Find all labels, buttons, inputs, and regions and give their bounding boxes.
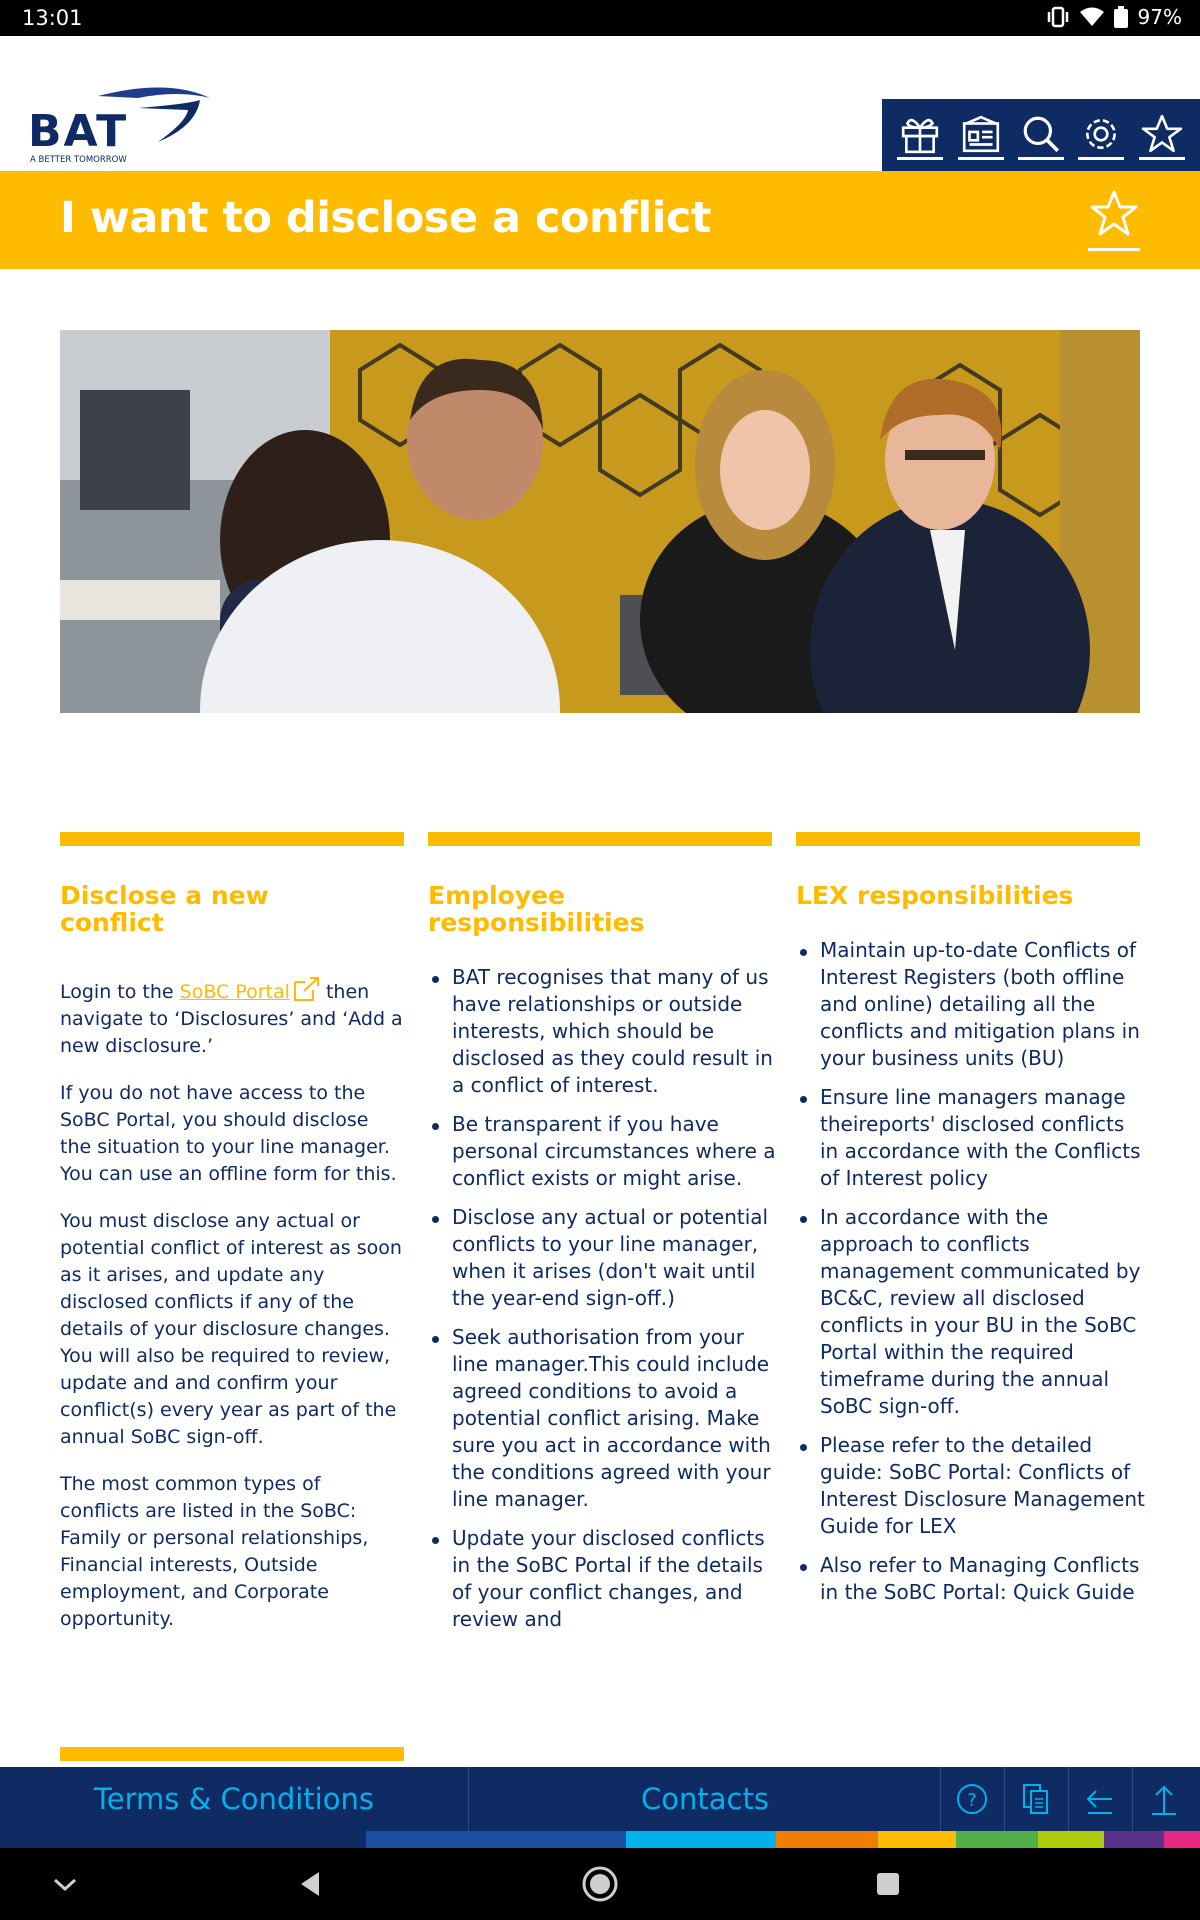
svg-text:?: ? xyxy=(967,1790,977,1811)
status-indicators xyxy=(1046,5,1182,29)
login-prefix: Login to the xyxy=(60,981,180,1003)
list-item: BAT recognises that many of us have relationships or outside interests, which should be disclosed as they could result in a conflict of interest. xyxy=(428,964,778,1099)
status-time: 13:01 xyxy=(22,6,83,30)
contacts-link[interactable]: Contacts xyxy=(641,1782,769,1816)
battery-level: 97% xyxy=(1137,5,1182,29)
app-header xyxy=(0,36,1200,171)
stripe-segment xyxy=(1104,1831,1164,1848)
disclose-paragraph-2: If you do not have access to the SoBC Portal, you should disclose the situation to your line manager. You can use an offline form for this. xyxy=(60,1082,397,1185)
column-divider xyxy=(428,832,772,846)
login-suffix: then navigate to ‘Disclosures’ and ‘Add a new disclosure.’ xyxy=(60,981,403,1057)
app-footer xyxy=(0,1767,1200,1831)
stripe-segment xyxy=(776,1831,878,1848)
footer-divider xyxy=(468,1767,469,1831)
list-item: Maintain up-to-date Conflicts of Interest Registers (both offline and online) detailing all the conflicts and mitigation plans in your business units (BU) xyxy=(796,937,1146,1072)
employee-heading: Employee responsibilities xyxy=(428,881,645,937)
list-item: Be transparent if you have personal circumstances where a conflict exists or might arise. xyxy=(428,1111,778,1192)
documents-icon[interactable] xyxy=(1004,1767,1068,1831)
nav-back-icon[interactable] xyxy=(280,1858,340,1910)
star-icon[interactable] xyxy=(1139,110,1185,160)
system-nav-bar xyxy=(0,1848,1200,1920)
stripe-segment xyxy=(878,1831,956,1848)
favorite-button[interactable] xyxy=(1088,189,1140,251)
gift-icon[interactable] xyxy=(897,110,943,160)
nav-home-icon[interactable] xyxy=(570,1858,630,1910)
logo-tagline: A BETTER TOMORROW xyxy=(30,155,127,165)
wifi-icon xyxy=(1080,7,1104,27)
disclose-heading: Disclose a new conflict xyxy=(60,881,269,937)
stripe-segment xyxy=(0,1831,366,1848)
list-item: In accordance with the approach to conflicts management communicated by BC&C, review all disclosed conflicts in your BU in the SoBC Portal within the required timeframe during the annual SoBC sign-off. xyxy=(796,1204,1146,1420)
sobc-portal-link[interactable]: SoBC Portal xyxy=(179,981,290,1003)
list-item: Seek authorisation from your line manager.This could include agreed conditions to avoid a potential conflict arising. Make sure you act in accordance with the conditions agreed with your line manager. xyxy=(428,1324,778,1513)
stripe-segment xyxy=(366,1831,626,1848)
column-divider xyxy=(60,832,404,846)
lex-list xyxy=(796,937,1146,1747)
stripe-segment xyxy=(1038,1831,1104,1848)
terms-link[interactable]: Terms & Conditions xyxy=(94,1782,374,1816)
bat-logo[interactable] xyxy=(28,86,218,166)
column-employee xyxy=(428,832,778,1746)
help-icon[interactable] xyxy=(940,1767,1004,1831)
list-item: Update your disclosed conflicts in the SoBC Portal if the details of your conflict changes, and review and xyxy=(428,1525,778,1633)
column-divider xyxy=(60,1747,404,1761)
title-banner xyxy=(0,171,1200,269)
search-icon[interactable] xyxy=(1018,110,1064,160)
stripe-segment xyxy=(956,1831,1038,1848)
top-toolbar xyxy=(882,99,1200,171)
stripe-segment xyxy=(626,1831,776,1848)
brand-color-stripe xyxy=(0,1831,1200,1848)
employee-list xyxy=(428,964,778,1746)
disclose-body xyxy=(60,976,404,1633)
list-item: Please refer to the detailed guide: SoBC Portal: Conflicts of Interest Disclosure Management Guide for LEX xyxy=(796,1432,1146,1540)
lex-heading: LEX responsibilities xyxy=(796,881,1074,910)
settings-icon[interactable] xyxy=(1078,110,1124,160)
column-divider xyxy=(796,832,1140,846)
hero-image xyxy=(60,330,1140,713)
vibrate-icon xyxy=(1046,6,1070,28)
back-icon[interactable] xyxy=(1068,1767,1132,1831)
list-item: Also refer to Managing Conflicts in the SoBC Portal: Quick Guide xyxy=(796,1552,1146,1606)
battery-icon xyxy=(1114,6,1128,28)
scroll-top-icon[interactable] xyxy=(1132,1767,1196,1831)
column-lex xyxy=(796,832,1146,1747)
nav-collapse-icon[interactable] xyxy=(35,1858,95,1910)
logo-wordmark: BAT xyxy=(28,106,129,157)
stripe-segment xyxy=(1164,1831,1200,1848)
status-bar xyxy=(0,0,1200,36)
star-outline-icon xyxy=(1089,189,1139,239)
column-disclose xyxy=(60,832,404,1633)
list-item: Ensure line managers manage theireports' disclosed conflicts in accordance with the Conflicts of Interest policy xyxy=(796,1084,1146,1192)
list-item: Disclose any actual or potential conflicts to your line manager, when it arises (don't wait until the year-end sign-off.) xyxy=(428,1204,778,1312)
login-paragraph xyxy=(60,976,404,1060)
nav-recents-icon[interactable] xyxy=(858,1858,918,1910)
disclose-paragraph-4: The most common types of conflicts are listed in the SoBC: Family or personal relationships, Financial interests, Outside employment, and Corporate opportunity. xyxy=(60,1473,369,1630)
external-link-icon[interactable] xyxy=(292,976,320,1002)
disclose-paragraph-3: You must disclose any actual or potential conflict of interest as soon as it arises, and update any disclosed conflicts if any of the details of your disclosure changes. You will also be required to review, update and and confirm your conflict(s) every year as part of the annual SoBC sign-off. xyxy=(60,1210,402,1448)
page-title: I want to disclose a conflict xyxy=(60,193,711,243)
news-icon[interactable] xyxy=(958,110,1004,160)
